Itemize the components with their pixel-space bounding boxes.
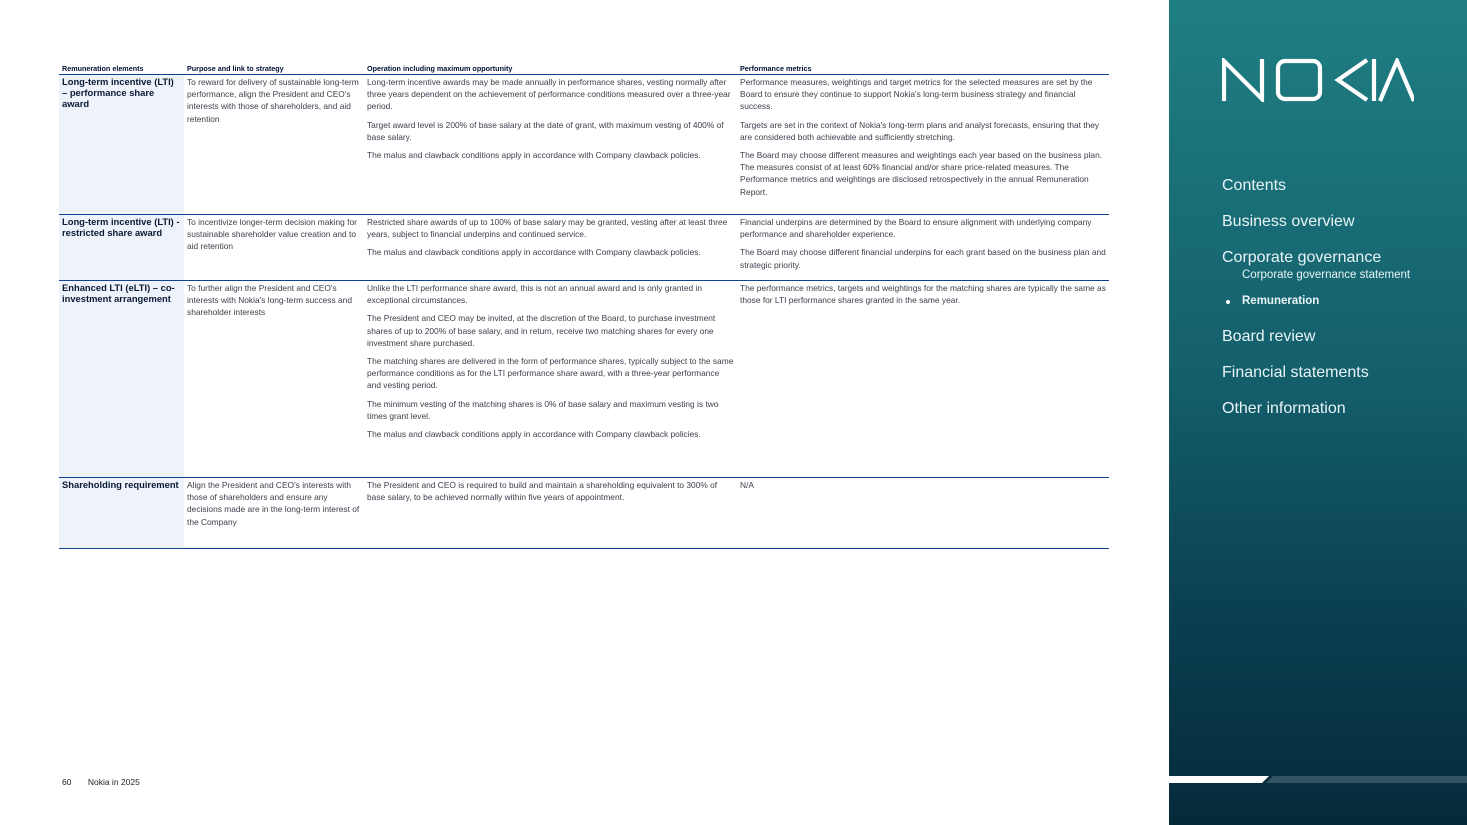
operation-paragraph: Long-term incentive awards may be made annually in performance shares, vesting normally after three years dependent on the achievement of performance conditions measured over a three-year period. [367, 77, 731, 112]
operation-paragraph: The President and CEO is required to build and maintain a shareholding equivalent to 300% of base salary, to be achieved normally within five years of appointment. [367, 480, 718, 503]
nav-remuneration[interactable]: Remuneration [1222, 294, 1410, 310]
operation-cell [364, 478, 737, 549]
nav-corporate-governance-statement[interactable]: Corporate governance statement [1242, 269, 1411, 281]
operation-paragraph: The malus and clawback conditions apply in accordance with Company clawback policies. [367, 247, 701, 258]
element-cell: Long-term incentive (LTI) - restricted share award [59, 215, 184, 281]
header-purpose: Purpose and link to strategy [184, 60, 364, 75]
metrics-cell [737, 281, 1109, 478]
table-row [59, 478, 1109, 549]
metrics-cell [737, 75, 1109, 215]
remuneration-table [59, 60, 1109, 549]
element-cell: Shareholding requirement [59, 478, 184, 549]
operation-cell [364, 75, 737, 215]
sidebar-nav [1222, 176, 1410, 435]
element-cell: Enhanced LTI (eLTI) – co-investment arrangement [59, 281, 184, 478]
nokia-logo[interactable] [1222, 58, 1414, 107]
operation-paragraph: Restricted share awards of up to 100% of base salary may be granted, vesting after at least three years, subject to financial underpins and continued service. [367, 217, 728, 240]
publication-title: Nokia in 2025 [87, 777, 140, 787]
operation-paragraph: Unlike the LTI performance share award, this is not an annual award and is only granted in exceptional circumstances. [367, 283, 703, 306]
main-content [59, 60, 1109, 549]
operation-paragraph: The malus and clawback conditions apply in accordance with Company clawback policies. [367, 150, 701, 161]
nav-financial-statements[interactable]: Financial statements [1222, 364, 1369, 381]
operation-paragraph: The malus and clawback conditions apply in accordance with Company clawback policies. [367, 429, 701, 440]
progress-bar [1169, 776, 1467, 783]
operation-paragraph: The matching shares are delivered in the form of performance shares, typically subject to the same performance conditions as for the LTI performance share award, with a three-year performance and vesting period. [367, 356, 734, 391]
table-row [59, 215, 1109, 281]
purpose-cell: To incentivize longer-term decision making for sustainable shareholder value creation and to aid retention [187, 217, 357, 252]
header-performance-metrics: Performance metrics [737, 60, 1109, 75]
metrics-cell [737, 215, 1109, 281]
header-remuneration-elements: Remuneration elements [59, 60, 184, 75]
metrics-paragraph: The performance metrics, targets and weightings for the matching shares are typically the same as those for LTI performance shares granted in the same year. [740, 283, 1106, 306]
purpose-cell: To reward for delivery of sustainable long-term performance, align the President and CEO's interests with those of shareholders, and aid retention [187, 77, 359, 124]
element-cell: Long-term incentive (LTI) – performance share award [59, 75, 184, 215]
purpose-cell: To further align the President and CEO's interests with Nokia's long-term success and shareholder interests [187, 283, 352, 318]
progress-bar-fill [1169, 776, 1269, 783]
operation-cell [364, 215, 737, 281]
metrics-paragraph: Financial underpins are determined by the Board to ensure alignment with underlying company performance and shareholder experience. [740, 217, 1092, 240]
table-row [59, 281, 1109, 478]
metrics-paragraph: The Board may choose different measures and weightings each year based on the business plan. The measures consist of at least 60% financial and/or share price-related measures. The Performance metrics and weightings are disclosed retrospectively in the annual Remuneration Report. [740, 150, 1103, 197]
nav-business-overview[interactable]: Business overview [1222, 213, 1355, 230]
metrics-cell [737, 478, 1109, 549]
purpose-cell: Align the President and CEO's interests with those of shareholders and ensure any decisions made are in the long-term interest of the Company [187, 480, 360, 527]
page-number: 60 [62, 777, 72, 787]
progress-bar-track [1266, 776, 1467, 783]
operation-cell [364, 281, 737, 478]
metrics-paragraph: N/A [740, 480, 754, 490]
nav-other-information[interactable]: Other information [1222, 400, 1346, 417]
page-footer [62, 777, 154, 787]
operation-paragraph: The President and CEO may be invited, at the discretion of the Board, to purchase investment shares of up to 200% of base salary, and in return, receive two matching shares for every one investment share purchased. [367, 313, 716, 348]
nav-corporate-governance[interactable]: Corporate governance [1222, 249, 1382, 266]
nav-contents[interactable]: Contents [1222, 177, 1287, 194]
metrics-paragraph: The Board may choose different financial underpins for each grant based on the business plan and strategic priority. [740, 247, 1106, 270]
table-header-row [59, 60, 1109, 75]
header-operation: Operation including maximum opportunity [364, 60, 737, 75]
metrics-paragraph: Performance measures, weightings and target metrics for the selected measures are set by the Board to ensure they continue to support Nokia's long-term business strategy and financial success. [740, 77, 1093, 112]
metrics-paragraph: Targets are set in the context of Nokia's long-term plans and analyst forecasts, ensuring that they are considered both achievable and sufficiently stretching. [740, 119, 1100, 142]
sidebar [1169, 0, 1467, 825]
operation-paragraph: Target award level is 200% of base salary at the date of grant, with maximum vesting of 400% of base salary. [367, 119, 724, 142]
table-row [59, 75, 1109, 215]
nav-board-review[interactable]: Board review [1222, 328, 1316, 345]
operation-paragraph: The minimum vesting of the matching shares is 0% of base salary and maximum vesting is two times grant level. [367, 398, 719, 421]
nokia-logo-icon [1222, 58, 1414, 102]
